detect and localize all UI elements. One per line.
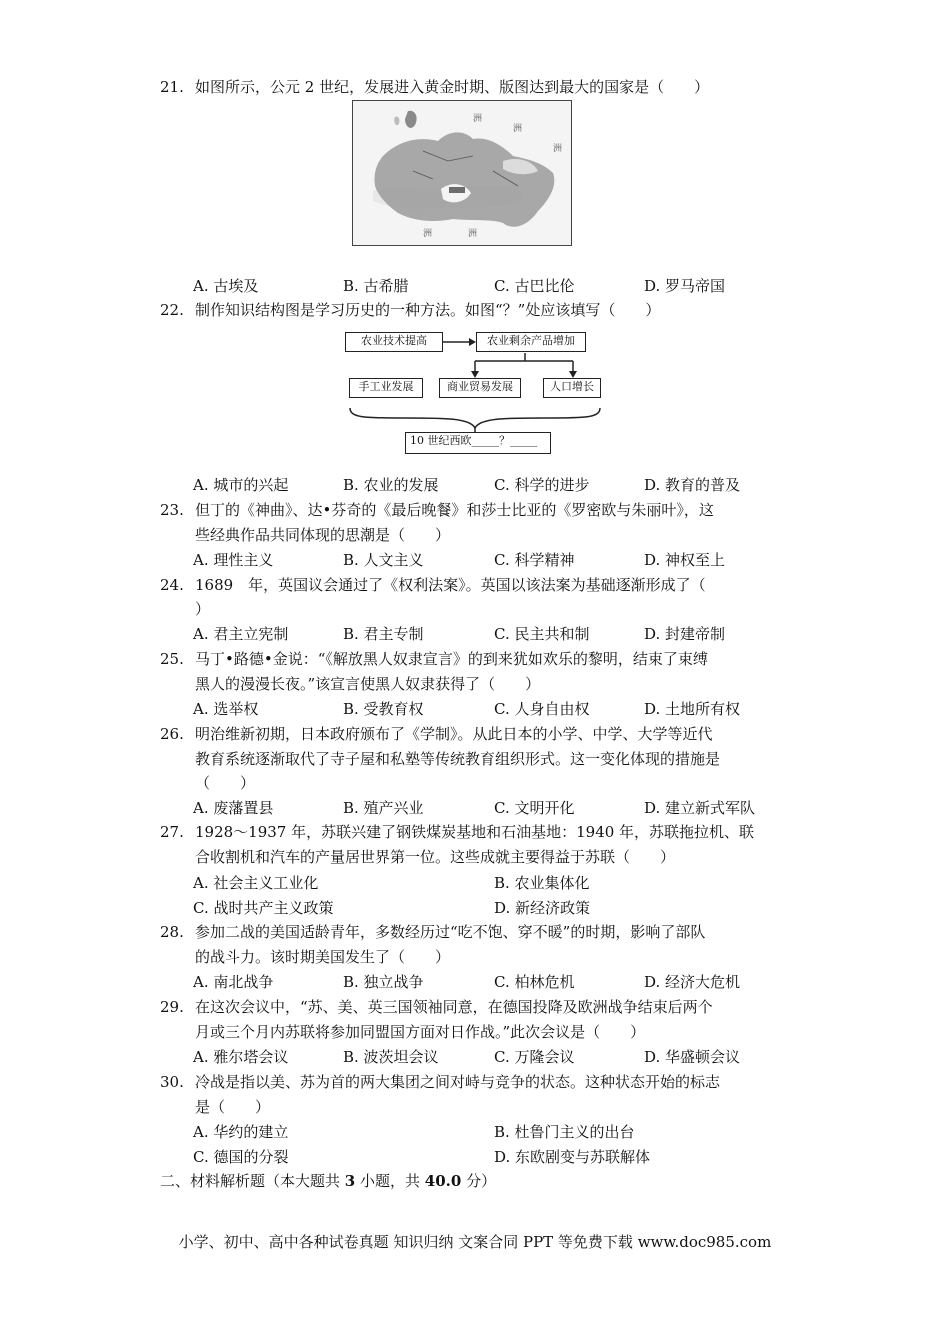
q22-option-d[interactable]: D. 教育的普及 (644, 476, 741, 494)
roman-empire-map (352, 100, 572, 246)
section-2-count: 3 (344, 1172, 356, 1190)
map-label: 洲 (423, 229, 433, 239)
box-10th-century-europe: 10 世纪西欧_____？_____ (405, 432, 551, 454)
q24-option-b[interactable]: B. 君主专制 (343, 625, 424, 643)
q22-option-b[interactable]: B. 农业的发展 (343, 476, 439, 494)
q21-stem: 如图所示，公元 2 世纪，发展进入黄金时期、版图达到最大的国家是（ ） (195, 78, 710, 96)
q29-option-c[interactable]: C. 万隆会议 (494, 1048, 575, 1066)
q25-number: 25. (160, 650, 184, 668)
q28-option-a[interactable]: A. 南北战争 (193, 973, 274, 991)
section-2-suffix: 分） (461, 1172, 497, 1190)
q30-option-c[interactable]: C. 德国的分裂 (193, 1148, 289, 1166)
q23-stem-line1: 但丁的《神曲》、达•芬奇的《最后晚餐》和莎士比亚的《罗密欧与朱丽叶》，这 (195, 501, 714, 519)
q30-number: 30. (160, 1073, 184, 1091)
q25-option-c[interactable]: C. 人身自由权 (494, 700, 590, 718)
q24-option-d[interactable]: D. 封建帝制 (644, 625, 726, 643)
q24-stem-line2: ） (195, 600, 211, 618)
q28-option-c[interactable]: C. 柏林危机 (494, 973, 575, 991)
section-2-heading (160, 1170, 496, 1191)
q30-option-d[interactable]: D. 东欧剧变与苏联解体 (494, 1148, 651, 1166)
q21-option-b[interactable]: B. 古希腊 (343, 277, 409, 295)
q21-option-c[interactable]: C. 古巴比伦 (494, 277, 575, 295)
q23-option-b[interactable]: B. 人文主义 (343, 551, 424, 569)
map-drawing (353, 101, 571, 245)
q26-number: 26. (160, 725, 184, 743)
q25-option-b[interactable]: B. 受教育权 (343, 700, 424, 718)
map-label: 洲 (468, 229, 478, 239)
q21-option-d[interactable]: D. 罗马帝国 (644, 277, 726, 295)
q22-number: 22. (160, 301, 184, 319)
q23-stem-line2: 些经典作品共同体现的思潮是（ ） (195, 526, 451, 544)
section-2-mid: 小题，共 (355, 1172, 425, 1190)
q23-number: 23. (160, 501, 184, 519)
q26-stem-line2: 教育系统逐渐取代了寺子屋和私塾等传统教育组织形式。这一变化体现的措施是 (195, 750, 721, 768)
q26-option-c[interactable]: C. 文明开化 (494, 799, 575, 817)
page-footer: 小学、初中、高中各种试卷真题 知识归纳 文案合同 PPT 等免费下载 www.doc985.com (178, 1233, 772, 1251)
q29-option-a[interactable]: A. 雅尔塔会议 (193, 1048, 289, 1066)
q27-number: 27. (160, 823, 184, 841)
q22-option-c[interactable]: C. 科学的进步 (494, 476, 590, 494)
q30-stem-line1: 冷战是指以美、苏为首的两大集团之间对峙与竞争的状态。这种状态开始的标志 (195, 1073, 721, 1091)
q27-stem-line1: 1928～1937 年，苏联兴建了钢铁煤炭基地和石油基地：1940 年，苏联拖拉机、联 (195, 823, 755, 841)
q29-stem-line1: 在这次会议中，“苏、美、英三国领袖同意，在德国投降及欧洲战争结束后两个 (195, 998, 713, 1016)
q28-option-d[interactable]: D. 经济大危机 (644, 973, 741, 991)
q23-option-c[interactable]: C. 科学精神 (494, 551, 575, 569)
q29-number: 29. (160, 998, 184, 1016)
knowledge-structure-diagram (345, 326, 607, 458)
q24-number: 24. (160, 576, 184, 594)
box-handicraft: 手工业发展 (349, 378, 423, 398)
q27-option-a[interactable]: A. 社会主义工业化 (193, 874, 319, 892)
q21-option-a[interactable]: A. 古埃及 (193, 277, 259, 295)
section-2-prefix: 二、材料解析题（本大题共 (160, 1172, 345, 1190)
map-label: 洲 (473, 114, 483, 124)
q26-stem-line3: （ ） (195, 774, 256, 792)
q25-stem-line1: 马丁•路德•金说：“《解放黑人奴隶宣言》的到来犹如欢乐的黎明，结束了束缚 (195, 650, 708, 668)
box-agri-tech: 农业技术提高 (345, 332, 443, 352)
q27-stem-line2: 合收割机和汽车的产量居世界第一位。这些成就主要得益于苏联（ ） (195, 848, 676, 866)
q21-number: 21. (160, 78, 184, 96)
q26-option-d[interactable]: D. 建立新式军队 (644, 799, 756, 817)
q27-option-c[interactable]: C. 战时共产主义政策 (193, 899, 334, 917)
q23-option-d[interactable]: D. 神权至上 (644, 551, 726, 569)
q25-option-a[interactable]: A. 选举权 (193, 700, 259, 718)
q27-option-d[interactable]: D. 新经济政策 (494, 899, 591, 917)
section-2-score: 40.0 (424, 1172, 462, 1190)
box-agri-surplus: 农业剩余产品增加 (476, 332, 586, 352)
q24-stem-line1: 1689 年，英国议会通过了《权利法案》。英国以该法案为基础逐渐形成了（ (195, 576, 706, 594)
q30-option-a[interactable]: A. 华约的建立 (193, 1123, 289, 1141)
q25-option-d[interactable]: D. 土地所有权 (644, 700, 741, 718)
box-population: 人口增长 (543, 378, 601, 398)
q29-option-b[interactable]: B. 波茨坦会议 (343, 1048, 439, 1066)
q28-option-b[interactable]: B. 独立战争 (343, 973, 424, 991)
q24-option-a[interactable]: A. 君主立宪制 (193, 625, 289, 643)
q28-stem-line2: 的战斗力。该时期美国发生了（ ） (195, 948, 451, 966)
q24-option-c[interactable]: C. 民主共和制 (494, 625, 590, 643)
q27-option-b[interactable]: B. 农业集体化 (494, 874, 590, 892)
q28-number: 28. (160, 923, 184, 941)
q22-option-a[interactable]: A. 城市的兴起 (193, 476, 289, 494)
box-commerce: 商业贸易发展 (439, 378, 521, 398)
q25-stem-line2: 黑人的漫漫长夜。”该宣言使黑人奴隶获得了（ ） (195, 675, 541, 693)
q26-option-a[interactable]: A. 废藩置县 (193, 799, 274, 817)
q26-stem-line1: 明治维新初期，日本政府颁布了《学制》。从此日本的小学、中学、大学等近代 (195, 725, 713, 743)
q30-stem-line2: 是（ ） (195, 1098, 271, 1116)
q29-stem-line2: 月或三个月内苏联将参加同盟国方面对日作战。”此次会议是（ ） (195, 1023, 646, 1041)
map-label: 洲 (513, 124, 523, 134)
q23-option-a[interactable]: A. 理性主义 (193, 551, 274, 569)
q30-option-b[interactable]: B. 杜鲁门主义的出台 (494, 1123, 635, 1141)
q28-stem-line1: 参加二战的美国适龄青年，多数经历过“吃不饱、穿不暖”的时期，影响了部队 (195, 923, 706, 941)
q26-option-b[interactable]: B. 殖产兴业 (343, 799, 424, 817)
q22-stem: 制作知识结构图是学习历史的一种方法。如图“？”处应该填写（ ） (195, 301, 661, 319)
map-label: 洲 (553, 144, 563, 154)
q29-option-d[interactable]: D. 华盛顿会议 (644, 1048, 741, 1066)
